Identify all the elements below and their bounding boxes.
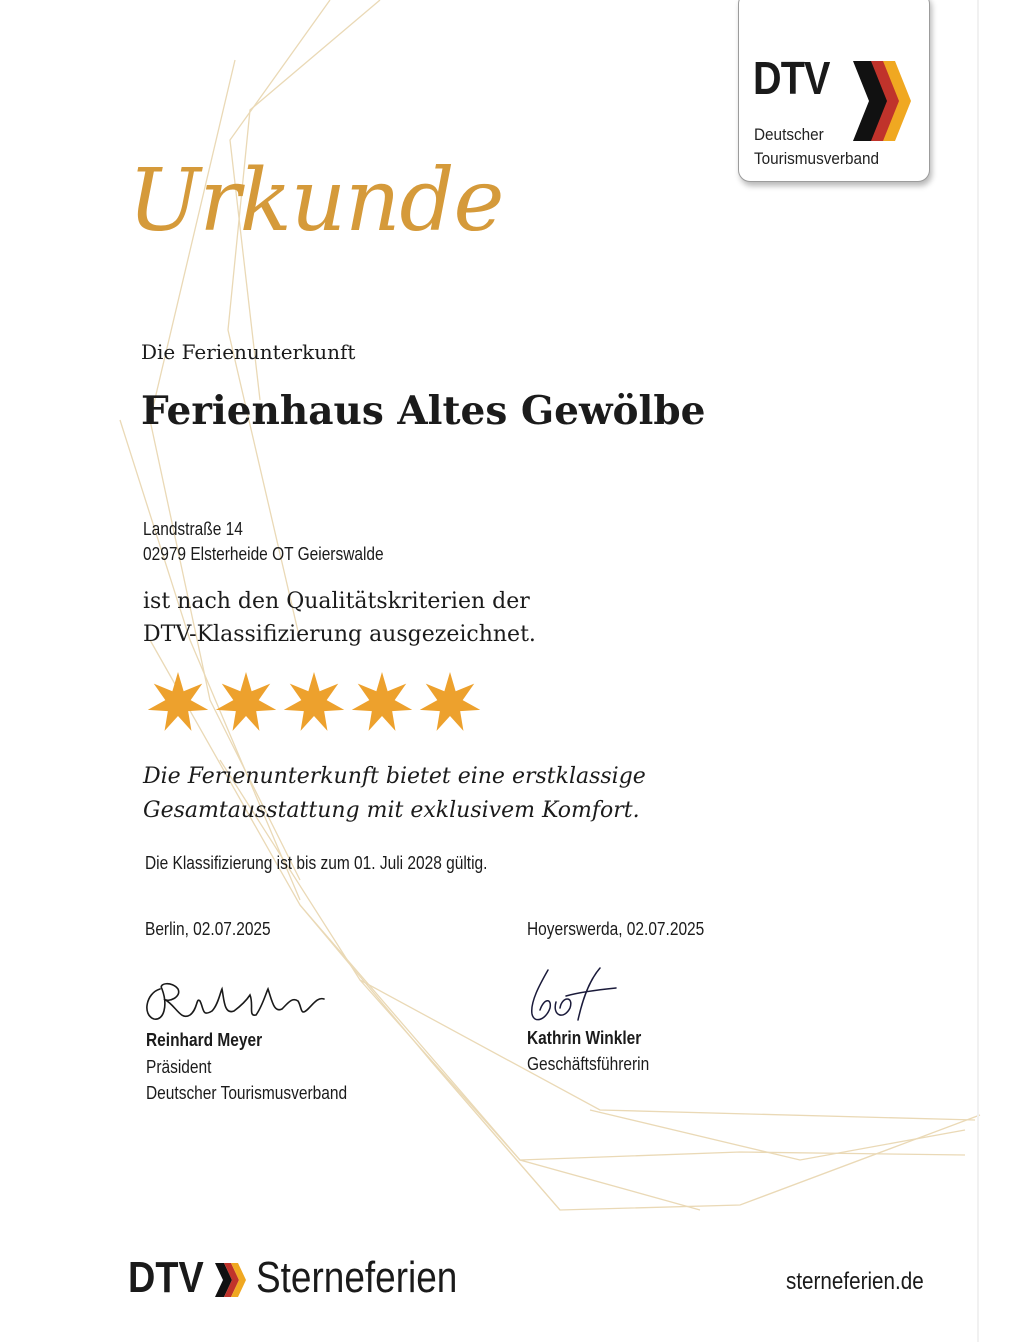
left-signature xyxy=(138,975,338,1035)
logo-mark: DTV xyxy=(753,52,830,104)
footer-chevrons-icon xyxy=(213,1262,253,1298)
dtv-logo xyxy=(738,0,930,182)
description-line-2: Gesamtausstattung mit exklusivem Komfort. xyxy=(143,798,640,823)
star-icon xyxy=(214,671,278,735)
right-signer-name: Kathrin Winkler xyxy=(527,1028,642,1048)
right-place-date: Hoyerswerda, 02.07.2025 xyxy=(527,919,705,939)
footer-url[interactable]: sterneferien.de xyxy=(786,1268,924,1295)
address-city: 02979 Elsterheide OT Geierswalde xyxy=(143,544,384,564)
left-signer-org: Deutscher Tourismusverband xyxy=(146,1083,348,1103)
star-icon xyxy=(418,671,482,735)
left-signer-role: Präsident xyxy=(146,1057,212,1077)
left-place-date: Berlin, 02.07.2025 xyxy=(145,919,271,939)
logo-line-1: Deutscher xyxy=(754,125,824,144)
left-signer-name: Reinhard Meyer xyxy=(146,1030,263,1050)
right-signature xyxy=(520,962,630,1032)
star-icon xyxy=(282,671,346,735)
right-signer-role: Geschäftsführerin xyxy=(527,1054,650,1074)
star-rating xyxy=(146,671,482,735)
flag-chevrons-icon xyxy=(847,59,913,143)
footer-brand-name: Sterneferien xyxy=(256,1253,458,1302)
description-line-1: Die Ferienunterkunft bietet eine erstklassige xyxy=(143,764,646,789)
logo-line-2: Tourismusverband xyxy=(754,149,880,168)
statement-line-1: ist nach den Qualitätskriterien der xyxy=(143,589,530,614)
star-icon xyxy=(350,671,414,735)
footer-brand-mark: DTV xyxy=(128,1253,204,1302)
intro-text: Die Ferienunterkunft xyxy=(141,340,356,364)
star-icon xyxy=(146,671,210,735)
address-street: Landstraße 14 xyxy=(143,519,243,539)
statement-line-2: DTV-Klassifizierung ausgezeichnet. xyxy=(143,622,536,647)
certificate-title: Urkunde xyxy=(128,151,504,251)
validity-note: Die Klassifizierung ist bis zum 01. Juli 2028 gültig. xyxy=(145,853,488,873)
property-name: Ferienhaus Altes Gewölbe xyxy=(141,388,706,434)
